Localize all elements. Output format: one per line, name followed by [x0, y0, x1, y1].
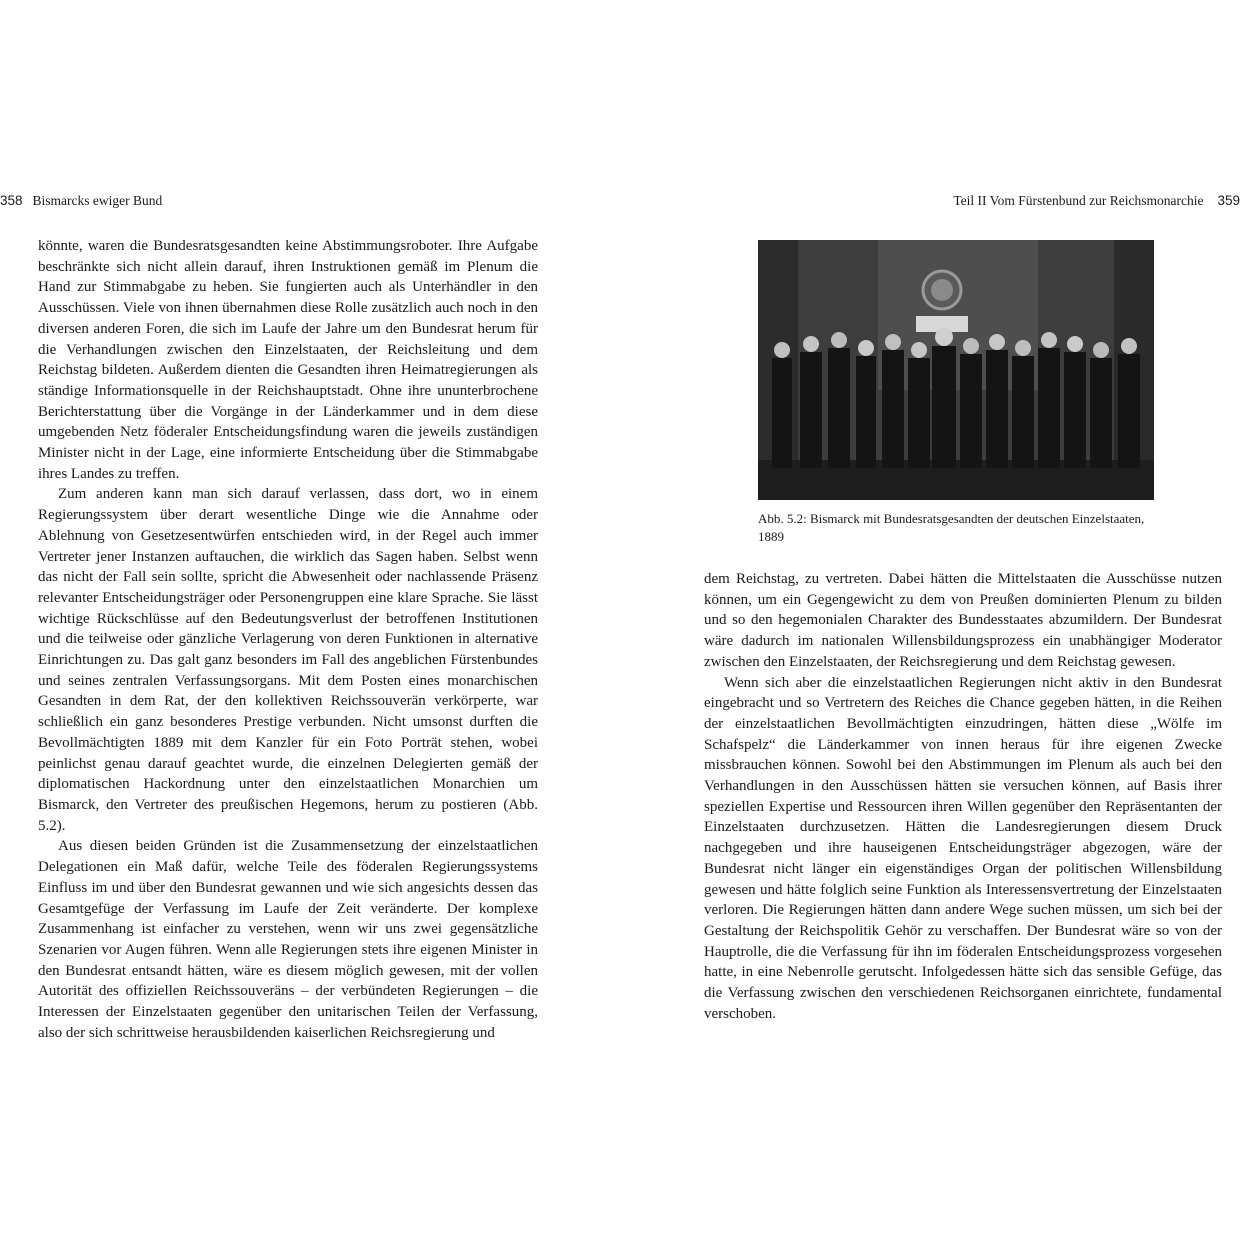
historical-photo: [758, 240, 1154, 500]
right-running-head: [953, 192, 1240, 210]
right-page: [620, 0, 1240, 1240]
figure-caption: Abb. 5.2: Bismarck mit Bundesratsgesandten der deutschen Einzelstaaten, 1889: [758, 511, 1145, 544]
paragraph: Aus diesen beiden Gründen ist die Zusammensetzung der einzelstaatlichen Delegationen ein Maß dafür, welche Teile des föderalen Regierungssystems Einfluss im und über den Bundesrat gewannen und wie sich angesichts dessen das Gesamtgefüge der Verfassung im Laufe der Zeit veränderte. Der komplexe Zusammenhang ist einfacher zu verstehen, wenn wir uns zwei gegensätzliche Szenarien vor Augen führen. Wenn alle Regierungen stets ihre eigenen Minister in den Bundesrat entsandt hätten, wäre es diesem möglich gewesen, mit der vollen Autorität des offiziellen Reichssouveräns – der verbündeten Regierungen – die Interessen der Einzelstaaten gegenüber den unitarischen Teilen der Verfassung, also der sich schrittweise herausbildenden kaiserlichen Reichsregierung und: [38, 838, 538, 1041]
group-portrait-illustration: [758, 240, 1154, 500]
running-head-title-left: Bismarcks ewiger Bund: [32, 193, 163, 208]
left-body-text: [38, 236, 538, 1043]
running-head-title-right: Teil II Vom Fürstenbund zur Reichsmonarchie: [953, 193, 1204, 208]
paragraph: Wenn sich aber die einzelstaatlichen Regierungen nicht aktiv in den Bundesrat eingebracht und so Vertretern des Reiches die Chance gegeben hätten, in die Reihen der einzelstaatlichen Bevollmächtigten einzudringen, hätten diese „Wölfe im Schafspelz“ die Länderkammer von innen heraus für ihre eigenen Zwecke missbrauchen können. Sowohl bei den Abstimmungen im Plenum als auch bei den Verhandlungen in den Ausschüssen hätten sie versuchen können, auf Basis ihrer speziellen Expertise und Ressourcen ihren Willen gegenüber den Repräsentanten der Einzelstaaten durchzusetzen. Hätten die Landesregierungen diesem Druck nachgegeben und ihre hauseigenen Entscheidungsträger abgezogen, wäre der Bundesrat nicht länger ein eigenständiges Organ der politischen Willensbildung gewesen und hätte folglich seine Funktion als Interessensvertretung der Einzelstaaten verloren. Die Regierungen hätten dann andere Wege suchen müssen, um sich bei der Gestaltung der Reichspolitik Gehör zu verschaffen. Der Bundesrat wäre so von der Hauptrolle, die die Verfassung für ihn im föderalen Entscheidungsprozess vorgesehen hatte, in eine Nebenrolle gerutscht. Infolgedessen hätte sich das sensible Gefüge, das die Verfassung zwischen den verschiedenen Reichsorganen einrichtete, fundamental verschoben.: [704, 674, 1222, 1022]
left-running-head: [0, 192, 162, 210]
page-number-right: 359: [1217, 193, 1240, 208]
right-body-text: [704, 569, 1222, 1024]
page-number-left: 358: [0, 193, 23, 208]
paragraph: dem Reichstag, zu vertreten. Dabei hätten die Mittelstaaten die Ausschüsse nutzen können, um ein Gegengewicht zu dem von Preußen dominierten Plenum zu bilden und so den hegemonialen Charakter des Bundesstaates abzumildern. Der Bundesrat wäre dadurch im nationalen Willensbildungsprozess ein unabhängiger Moderator zwischen den Einzelstaaten, der Reichsregierung und dem Reichstag gewesen.: [704, 571, 1222, 670]
paragraph: könnte, waren die Bundesratsgesandten keine Abstimmungsroboter. Ihre Aufgabe beschränkte sich nicht allein darauf, ihren Instruktionen gemäß im Plenum die Hand zur Stimmabgabe zu heben. Sie fungierten auch als Unterhändler in den Ausschüssen. Viele von ihnen übernahmen diese Rolle zusätzlich auch noch in den diversen anderen Foren, die sich im Laufe der Jahre um den Bundesrat herum für die Verhandlungen zwischen den Einzelstaaten, der Reichsleitung und dem Reichstag bildeten. Außerdem dienten die Gesandten ihren Heimatregierungen als ständige Informationsquelle in der Reichshauptstadt. Ohne ihre ununterbrochene Berichterstattung über die Vorgänge in der Länderkammer und in dem diese umgebenden Netz föderaler Entscheidungsfindung waren die jeweils zuständigen Minister nicht in der Lage, eine informierte Entscheidung über die Stimmabgabe ihres Landes zu treffen.: [38, 238, 538, 482]
paragraph: Zum anderen kann man sich darauf verlassen, dass dort, wo in einem Regierungssystem über derart wesentliche Dinge wie die Annahme oder Ablehnung von Gesetzesentwürfen entschieden wird, in der Regel auch immer Vertreter jener Instanzen auftauchen, die wirklich das Sagen haben. Selbst wenn das nicht der Fall sein sollte, spricht die Abwesenheit oder nachlassende Präsenz relevanter Entscheidungsträger oder Personengruppen eine klare Sprache. Sie lässt wichtige Rückschlüsse auf den Bedeutungsverlust der betroffenen Institutionen und die teilweise oder gänzliche Verlagerung von deren Funktionen in alternative Einrichtungen zu. Das galt ganz besonders im Fall des angeblichen Fürstenbundes und seines zentralen Verfassungsorgans. Mit dem Posten eines monarchischen Gesandten in dem Rat, der den kollektiven Reichssouverän verkörperte, war schließlich ein ganz besonderes Prestige verbunden. Nicht umsonst durften die Bevollmächtigten 1889 mit dem Kanzler für ein Foto Porträt stehen, wobei peinlichst genau darauf geachtet wurde, die einzelnen Delegierten gemäß der diplomatischen Hackordnung unter den einzelstaatlichen Monarchien um Bismarck, den Vertreter des preußischen Hegemons, herum zu postieren (Abb. 5.2).: [38, 486, 538, 834]
